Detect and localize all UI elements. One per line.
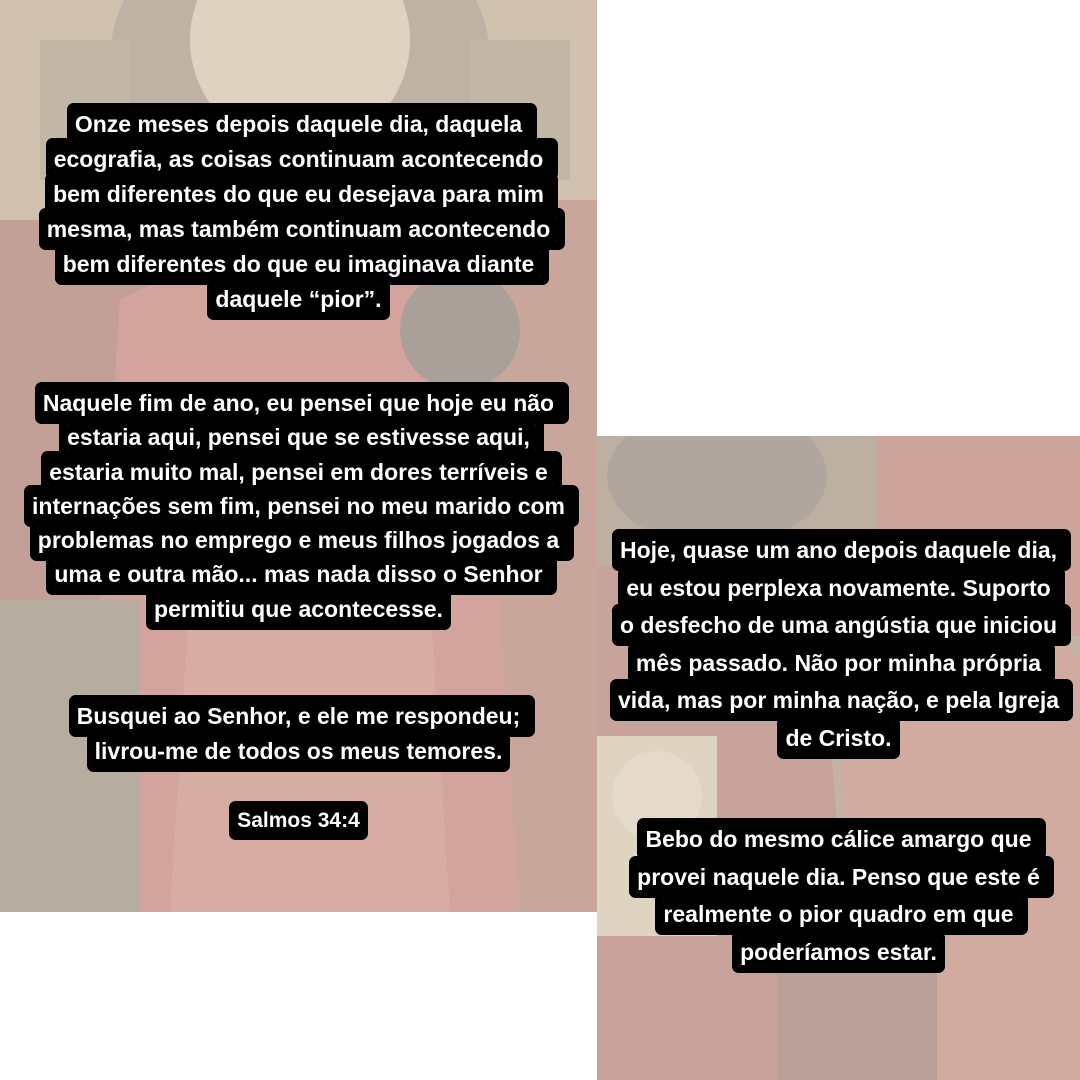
story-text: Naquele fim de ano, eu pensei que hoje eu não estaria aqui, pensei que se estivesse aqui, estaria muito mal, pensei em dores terríveis e internações sem fim, pensei no meu marido com problemas no emprego e meus filhos jogados a uma e outra mão... mas nada disso o Senhor permitiu que acontecesse.	[32, 390, 572, 622]
story-text-paragraph	[597, 821, 1080, 971]
story-text-paragraph	[0, 386, 597, 626]
left-story-panel	[0, 0, 597, 912]
verse-text: Busquei ao Senhor, e ele me respondeu; livrou-me de todos os meus temores.	[76, 703, 527, 764]
verse-reference	[0, 806, 597, 836]
right-story-panel	[597, 436, 1080, 1080]
story-text: Onze meses depois daquele dia, daquela ecografia, as coisas continuam acontecendo bem diferentes do que eu desejava para mim mesma, mas também continuam acontecendo bem diferentes do que eu imaginava diante daquele “pior”.	[46, 111, 557, 312]
story-text-paragraph	[0, 107, 597, 317]
verse-reference-text: Salmos 34:4	[237, 809, 360, 832]
story-text: Hoje, quase um ano depois daquele dia, eu estou perplexa novamente. Suporto o desfecho de uma angústia que iniciou mês passado. Não por minha própria vida, mas por minha nação, e pela Igreja de Cristo.	[618, 537, 1066, 751]
bible-verse	[0, 699, 597, 769]
story-text-paragraph	[597, 532, 1080, 757]
story-text: Bebo do mesmo cálice amargo que provei naquele dia. Penso que este é realmente o pior quadro em que poderíamos estar.	[637, 826, 1047, 965]
